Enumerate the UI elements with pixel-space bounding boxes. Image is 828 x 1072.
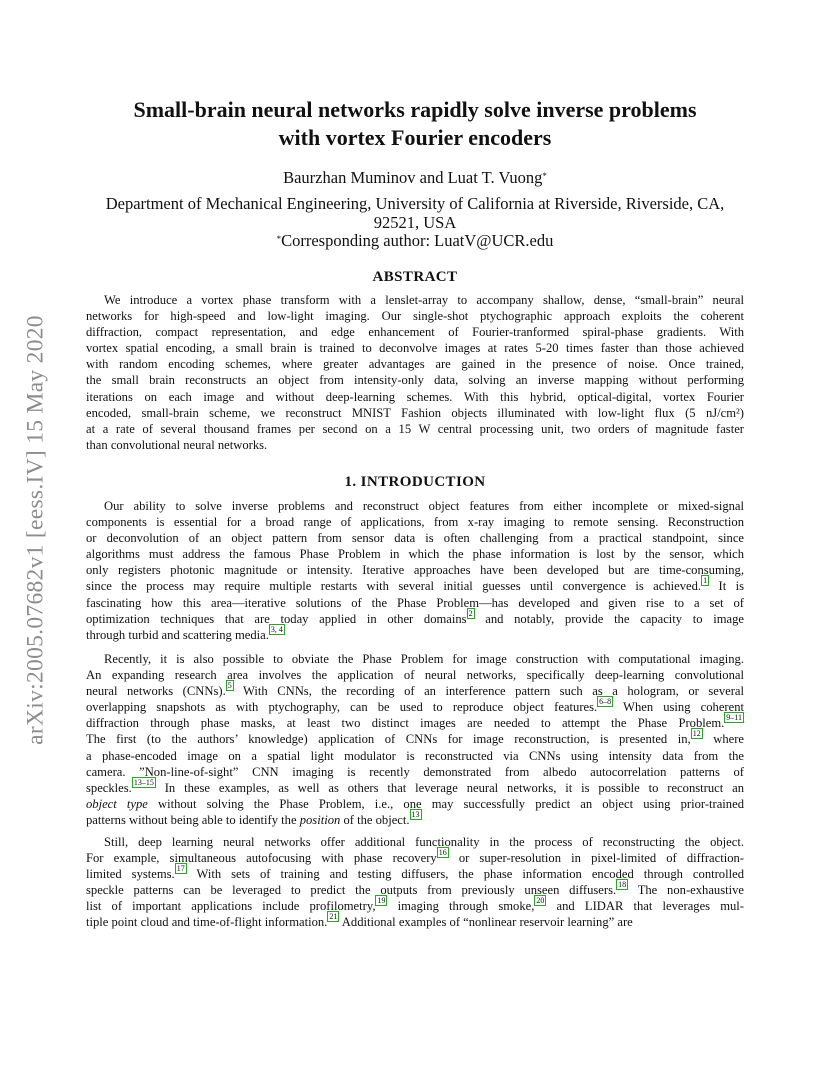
corresponding-footnote-mark: * [276,234,282,244]
intro-p3-line: tiple point cloud and time-of-flight information. $^{21}$ Additional examples of “nonlinear reservoir learning” are [86,912,633,930]
intro-p1-line: only registers photonic magnitude or intensity. Iterative approaches have been developed but are time-consuming, [86,563,744,578]
citation-link[interactable]: 19 [377,896,386,906]
intro-p1-line: since the process may require multiple restarts with several initial guesses until convergence is achieved. $^1$ It is [86,576,744,594]
abstract-line: networks for high-speed and low-light imaging. Our single-shot ptychographic approach exploits the coherent [86,309,744,324]
title-line-1: Small-brain neural networks rapidly solve inverse problems [133,97,697,122]
intro-p2-line: speckles. $^{13-15}$ In these examples, as well as others that leverage neural networks, it is possible to reconstruct an [86,777,744,795]
intro-p2-line: The first (to the authors’ knowledge) application of CNNs for image reconstruction, is presented in, $^{12}$ where [86,729,745,747]
intro-p3-line: For example, simultaneous autofocusing with phase recovery $^{16}$ or super-resolution in pixel-limited of diffraction- [86,848,744,866]
citation-link[interactable]: 13 [411,809,420,819]
intro-p3-line: list of important applications include profilometry, $^{19}$ imaging through smoke, $^{20}$ and LIDAR that leverages mul- [86,896,744,914]
intro-paragraph-2 [86,651,744,828]
citation-link[interactable]: 17 [176,864,185,874]
intro-p2-line: a phase-encoded image on a spatial light modulator is reconstructed via CNNs using intensity data from the [86,748,744,763]
abstract-heading: ABSTRACT [372,269,458,285]
intro-p2-line: patterns without being able to identify the position of the object. $^{13}$ [86,809,420,827]
citation-link[interactable]: 18 [618,880,627,890]
intro-p2-line: An expanding research area involves the application of neural networks, specifically deep-learning convolutional [86,668,744,683]
abstract-line: diffraction, compact representation, and edge enhancement of Fourier-tranformed spiral-phase gradients. With [86,325,744,340]
corresponding-text: Corresponding author: LuatV@UCR.edu [281,231,554,250]
intro-p1-line: or deconvolution of an object pattern from sensor data is often challenging from a practical standpoint, since [86,531,744,546]
citation-link[interactable]: 1 [703,576,708,586]
intro-p1-line: optimization techniques that are today applied in other domains $^2$ and notably, provide the capacity to image [86,608,744,626]
arxiv-identifier-text: arXiv:2005.07682v1 [eess.IV] 15 May 2020 [22,315,49,745]
affiliation-line-2: 92521, USA [373,213,457,232]
abstract-line: iterations on each image and without deep-learning schemes. With this hybrid, optical-digital, vortex Fourier [86,389,744,404]
affiliation-line-1: Department of Mechanical Engineering, University of California at Riverside, Riverside, CA, [105,194,725,213]
citation-link[interactable]: 6–8 [599,697,612,707]
italic-term: position [299,812,341,827]
intro-p1-line: Our ability to solve inverse problems and reconstruct object features from either incomplete or mixed-signal [104,499,744,513]
intro-p1-line: fascinating how this area—iterative solutions of the Phase Problem—has developed and given rise to a set of [86,595,744,610]
citation-link[interactable]: 3, 4 [270,624,283,634]
abstract-line: with random encoding schemes, where greater advantages are gained in the presence of noise. Once trained, [86,357,744,372]
citation-link[interactable]: 12 [692,729,701,739]
intro-p2-line: Recently, it is also possible to obviate the Phase Problem for image construction with computational imaging. [104,652,744,666]
citation-link[interactable]: 5 [227,681,232,691]
corresponding-author [86,231,744,251]
intro-p1-line: components is essential for a broad range of applications, from x-ray imaging to remote sensing. Reconstruction [86,515,744,530]
citation-link[interactable]: 2 [468,608,473,618]
abstract-line: than convolutional neural networks. [86,437,268,452]
author-list [86,167,744,189]
authors-footnote-mark: * [542,171,547,181]
intro-p2-line: object type without solving the Phase Problem, i.e., one may successfully predict an object using prior-trained [86,796,744,811]
abstract-body [86,292,744,453]
intro-paragraph-3 [86,834,744,931]
intro-paragraph-1 [86,498,744,643]
abstract-line: the small brain reconstructs an object from intensity-only data, solving an inverse mapping without performing [86,373,744,388]
title-line-2: with vortex Fourier encoders [278,125,552,150]
abstract-line: encoded, small-brain scheme, we reconstruct MNIST Fashion objects illuminated with low-light flux (5 nJ/cm²) [86,405,744,420]
italic-term: object type [86,796,148,811]
intro-p2-line: diffraction through phase masks, at least two distinct images are needed to attempt the Phase Problem. $^{9-11}$ [86,713,742,731]
authors-text: Baurzhan Muminov and Luat T. Vuong [283,168,543,187]
citation-link[interactable]: 16 [438,848,447,858]
abstract-line: vortex spatial encoding, a small brain is trained to deconvolve images at rates 5-20 times faster than those achieved [86,341,744,356]
intro-p2-line: camera. ”Non-line-of-sight” CNN imaging is recently demonstrated from albedo autocorrelation patterns of [86,764,744,779]
abstract-line: at a rate of several thousand frames per second on a 15 W central processing unit, two orders of magnitude faster [86,421,744,436]
introduction-heading: 1. INTRODUCTION [344,474,486,490]
intro-p3-line: speckle patterns can be leveraged to predict the outputs from previously unseen diffusers. $^{18}$ The non-exhaustive [86,880,744,898]
intro-p2-line: overlapping snapshots as with ptychography, can be used to reproduce object features. $^{6-8}$ When using coherent [86,697,744,715]
paper-title [86,96,744,152]
arxiv-identifier-stamp [18,280,54,780]
intro-p3-line: Still, deep learning neural networks offer additional functionality in the process of reconstructing the object. [104,835,744,849]
citation-link[interactable]: 21 [329,912,338,922]
intro-p3-line: limited systems. $^{17}$ With sets of training and testing diffusers, the phase information encoded through controlled [86,864,744,882]
citation-link[interactable]: 13–15 [133,777,154,787]
intro-p1-line: through turbid and scattering media. $^{3, 4}$ [86,624,283,642]
affiliation [86,194,744,232]
intro-p1-line: algorithms must address the famous Phase Problem in which the phase information is lost by the sensor, which [86,547,744,562]
citation-link[interactable]: 9–11 [726,713,742,723]
intro-p2-line: neural networks (CNNs). $^5$ With CNNs, the recording of an interference pattern such as a hologram, or several [86,681,744,699]
abstract-line: We introduce a vortex phase transform with a lenslet-array to accompany shallow, dense, “small-brain” neural [104,293,744,307]
citation-link[interactable]: 20 [536,896,545,906]
